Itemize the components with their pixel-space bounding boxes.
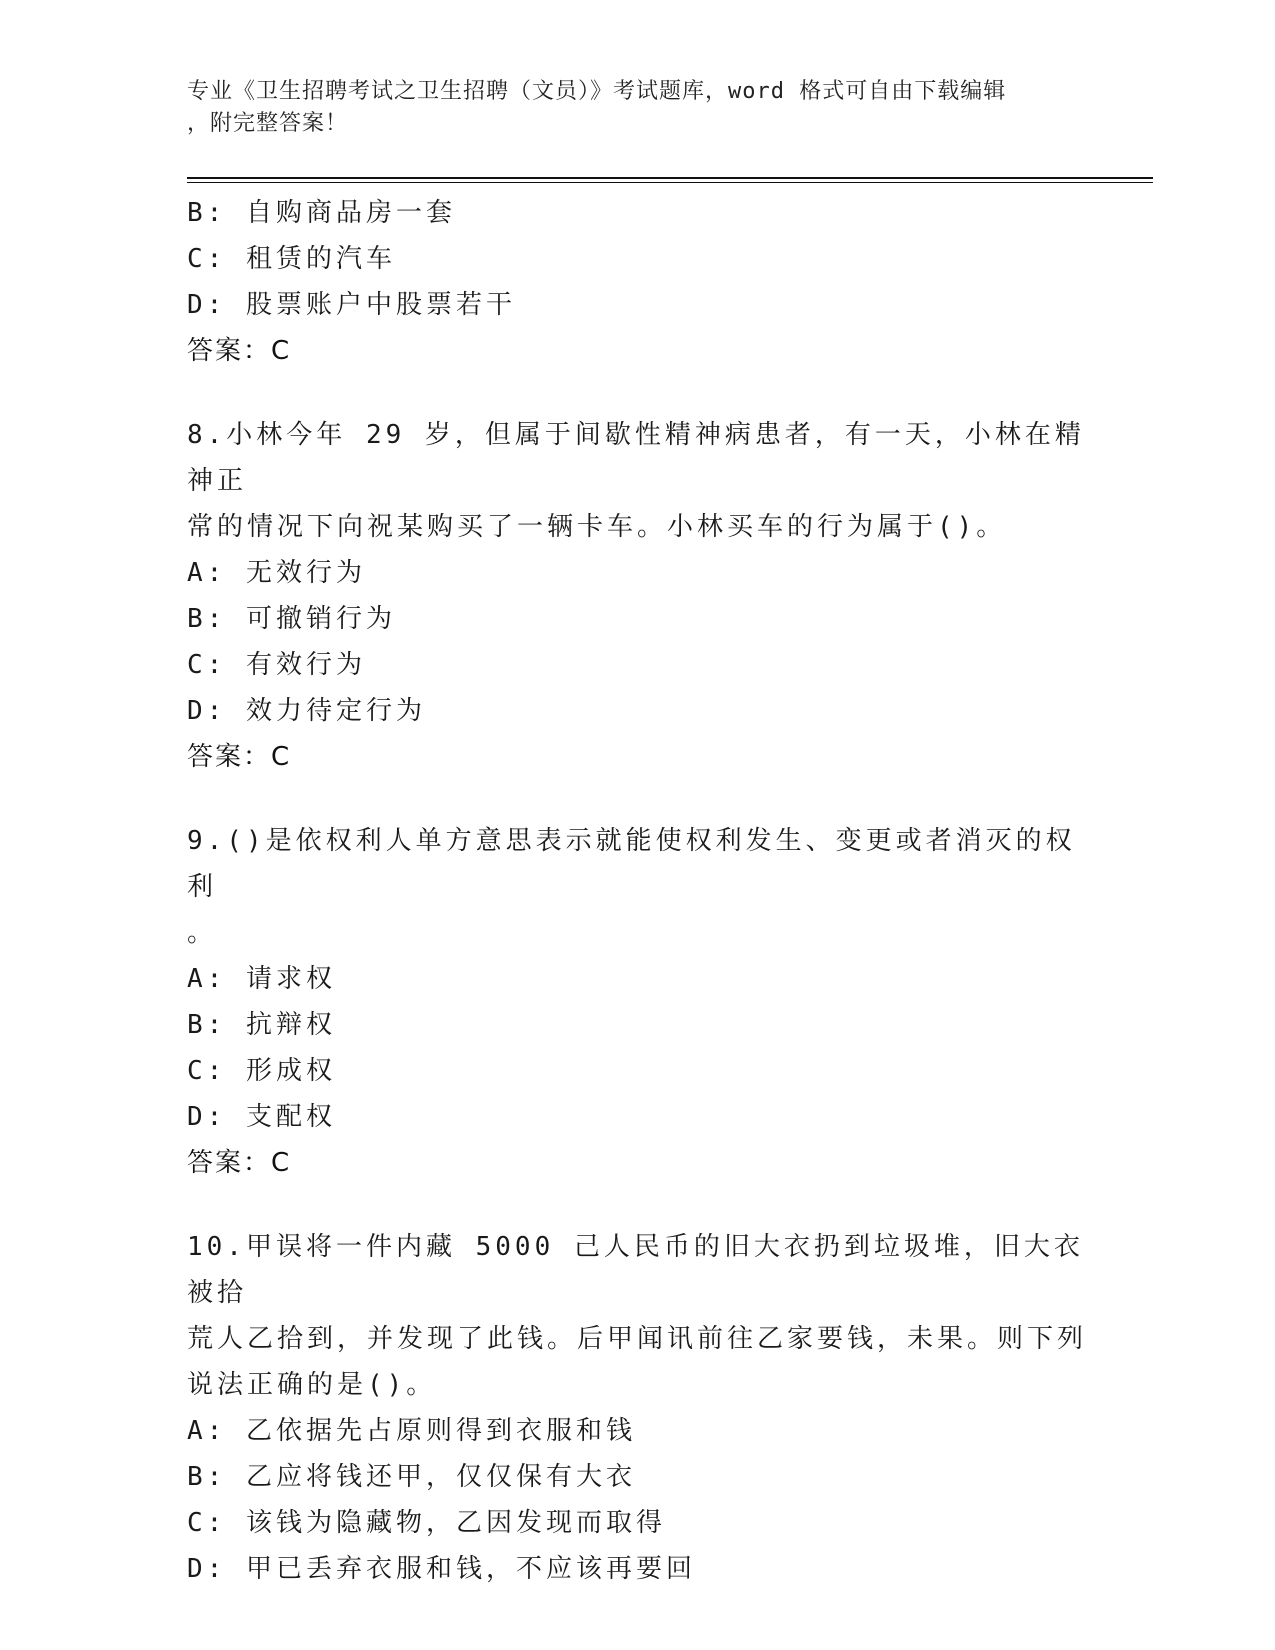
option-a: A: 请求权 (187, 964, 336, 994)
option-a: A: 无效行为 (187, 558, 366, 588)
question-9 (187, 818, 1087, 1186)
question-8 (187, 412, 1087, 780)
question-10 (187, 1224, 1087, 1592)
spacer (187, 374, 1087, 412)
option-b: B: 可撤销行为 (187, 604, 396, 634)
header-divider-thin (187, 182, 1153, 183)
header-title-line-2: ，附完整答案！ (187, 111, 349, 136)
spacer (187, 1186, 1087, 1224)
answer: 答案：C (187, 1148, 292, 1178)
question-text-line-1: 9.()是依权利人单方意思表示就能使权利发生、变更或者消灭的权利 (187, 826, 1076, 902)
question-text-line-1: 10.甲误将一件内藏 5000 己人民币的旧大衣扔到垃圾堆，旧大衣被拾 (187, 1232, 1084, 1308)
question-text-line-2: 荒人乙拾到，并发现了此钱。后甲闻讯前往乙家要钱，未果。则下列 (187, 1324, 1088, 1354)
spacer (187, 780, 1087, 818)
question-text-line-1: 8.小林今年 29 岁，但属于间歇性精神病患者，有一天，小林在精神正 (187, 420, 1085, 496)
answer: 答案：C (187, 742, 292, 772)
option-b: B: 自购商品房一套 (187, 198, 456, 228)
header-title-line-1: 专业《卫生招聘考试之卫生招聘（文员）》考试题库，word 格式可自由下载编辑 (187, 79, 1007, 104)
option-c: C: 租赁的汽车 (187, 244, 396, 274)
option-d: D: 股票账户中股票若干 (187, 290, 516, 320)
option-c: C: 该钱为隐藏物，乙因发现而取得 (187, 1508, 666, 1538)
question-text-line-2: 常的情况下向祝某购买了一辆卡车。小林买车的行为属于()。 (187, 512, 1007, 542)
answer: 答案：C (187, 336, 292, 366)
option-d: D: 甲已丢弃衣服和钱，不应该再要回 (187, 1554, 696, 1584)
document-header (187, 76, 1087, 140)
option-c: C: 形成权 (187, 1056, 336, 1086)
option-b: B: 乙应将钱还甲，仅仅保有大衣 (187, 1462, 636, 1492)
question-7-continuation (187, 190, 1087, 374)
question-text-line-2: 。 (187, 918, 218, 948)
question-text-line-3: 说法正确的是()。 (187, 1370, 437, 1400)
option-b: B: 抗辩权 (187, 1010, 336, 1040)
header-divider-thick (187, 177, 1153, 179)
option-c: C: 有效行为 (187, 650, 366, 680)
question-content (187, 190, 1087, 1592)
option-a: A: 乙依据先占原则得到衣服和钱 (187, 1416, 636, 1446)
option-d: D: 效力待定行为 (187, 696, 426, 726)
option-d: D: 支配权 (187, 1102, 336, 1132)
